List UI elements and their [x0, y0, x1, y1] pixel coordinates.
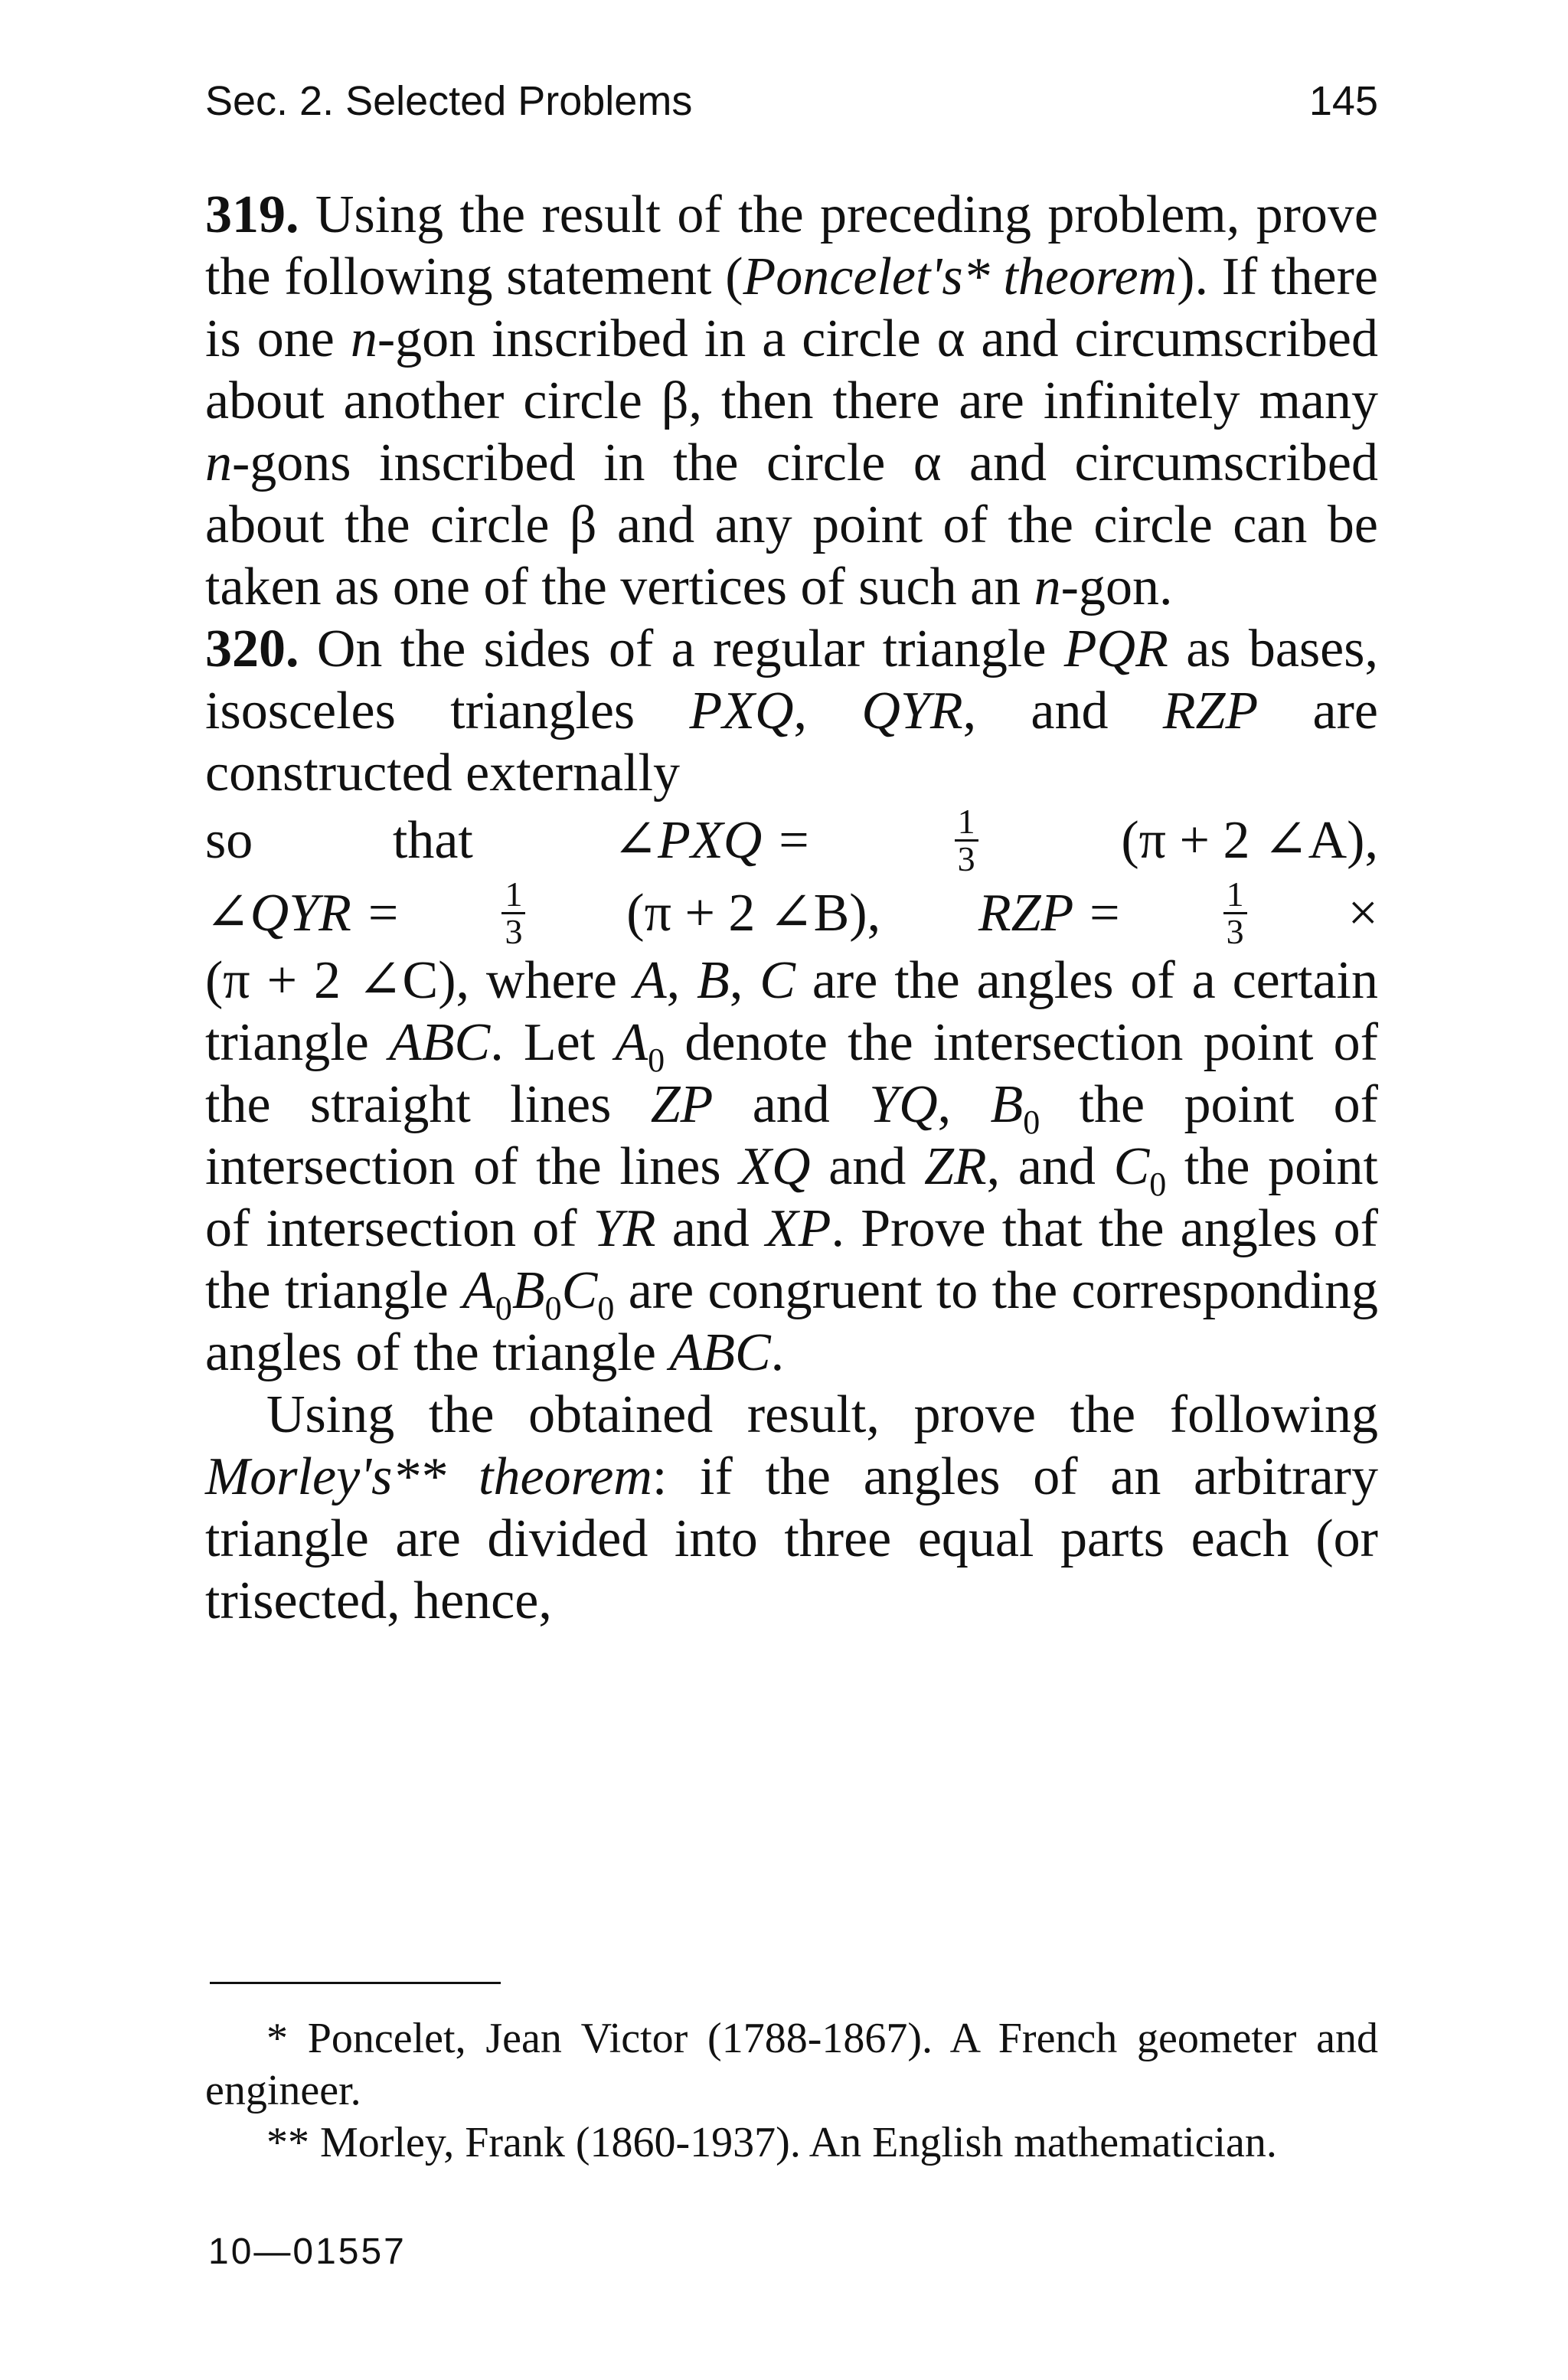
fraction-numerator: 1 — [1223, 877, 1247, 914]
math-var: n — [1034, 557, 1061, 616]
theorem-name: Morley's** theorem — [205, 1447, 652, 1506]
fraction-one-third — [501, 877, 525, 950]
footnote-divider — [210, 1982, 501, 1984]
formula-term: (π + 2 ∠A), — [1121, 811, 1378, 870]
subscript: 0 — [1023, 1103, 1040, 1141]
text-segment: , — [729, 951, 760, 1010]
subscript: 0 — [648, 1041, 665, 1079]
math-var: ZR — [923, 1137, 987, 1196]
text-segment: -gon. — [1060, 557, 1173, 616]
problem-320-intro — [205, 618, 1378, 804]
text-segment: , — [666, 951, 697, 1010]
subscript: 0 — [544, 1290, 562, 1327]
math-var: PXQ — [689, 682, 794, 740]
text-segment: as bases, isosceles triangles — [205, 620, 1378, 740]
fraction-numerator: 1 — [501, 877, 525, 914]
formula-line-1 — [205, 804, 1378, 877]
printer-signature: 10—01557 — [208, 2231, 407, 2272]
subscript: 0 — [495, 1290, 512, 1327]
math-var: B — [990, 1075, 1024, 1134]
math-var: C — [561, 1261, 598, 1320]
text-segment: . — [770, 1323, 785, 1382]
math-var: n — [205, 433, 232, 492]
text-segment: and — [713, 1075, 870, 1134]
times-sign: × — [1348, 884, 1378, 943]
math-var: n — [350, 309, 377, 368]
subscript: 0 — [1149, 1165, 1167, 1203]
formula-rzp: RZP = — [978, 884, 1122, 943]
text-segment: , — [793, 682, 862, 740]
formula-angle-qyr: ∠QYR = — [205, 884, 401, 943]
math-var: C — [760, 951, 795, 1010]
math-var: ABC — [389, 1013, 491, 1072]
formula-line-2 — [205, 877, 1378, 950]
fraction-numerator: 1 — [955, 804, 978, 842]
math-var: A — [462, 1261, 495, 1320]
text-segment: On the sides of a regular triangle — [299, 620, 1064, 678]
text-segment: are congruent to the corresponding angles of the triangle — [205, 1261, 1379, 1382]
math-var: XP — [765, 1199, 831, 1258]
math-var: YQ — [869, 1075, 938, 1134]
fraction-denominator: 3 — [505, 912, 523, 951]
problem-number: 320. — [205, 620, 299, 678]
formula-angle-pxq: ∠PXQ = — [612, 811, 812, 870]
text-segment: the point of intersection of — [205, 1137, 1379, 1258]
section-title: Sec. 2. Selected Problems — [205, 78, 693, 124]
text-segment: ). If there is one — [205, 247, 1379, 368]
fraction-denominator: 3 — [957, 839, 975, 878]
running-head — [205, 70, 1378, 132]
text-segment: and — [810, 1137, 924, 1196]
problem-319 — [205, 184, 1378, 618]
fraction-denominator: 3 — [1226, 912, 1244, 951]
text-segment: are the angles of a certain triangle — [205, 951, 1379, 1072]
footnotes — [205, 2012, 1378, 2169]
subscript: 0 — [597, 1290, 615, 1327]
formula-term: (π + 2 ∠C), where — [205, 951, 634, 1010]
problem-320-body — [205, 950, 1378, 1384]
text-segment: , and — [986, 1137, 1114, 1196]
theorem-name: Poncelet's* theorem — [743, 247, 1178, 306]
text-segment: denote the intersection point of the straight lines — [205, 1013, 1378, 1134]
text-segment: , — [937, 1075, 991, 1134]
math-var: B — [697, 951, 730, 1010]
math-var: RZP — [1162, 682, 1259, 740]
problem-number: 319. — [205, 185, 299, 244]
fraction-one-third — [1223, 877, 1247, 950]
math-var: B — [511, 1261, 545, 1320]
text-segment: -gon inscribed in a circle α and circumscribed about another circle β, then there are infinitely many — [205, 309, 1379, 430]
math-var: ABC — [669, 1323, 771, 1382]
formula-term: (π + 2 ∠B), — [626, 884, 881, 943]
math-var: A — [633, 951, 667, 1010]
footnote-poncelet: * Poncelet, Jean Victor (1788-1867). A French geometer and engineer. — [205, 2015, 1378, 2114]
math-var: YR — [593, 1199, 656, 1258]
math-var: ZP — [650, 1075, 714, 1134]
morley-paragraph — [205, 1384, 1378, 1632]
text-segment: : if the angles of an arbitrary triangle are divided into three equal parts each (or trisected, hence, — [205, 1447, 1378, 1630]
text-segment: are constructed externally — [205, 682, 1379, 803]
footnote-morley: ** Morley, Frank (1860-1937). An English mathematician. — [266, 2119, 1277, 2166]
main-text — [205, 184, 1378, 1632]
math-var: XQ — [739, 1137, 811, 1196]
math-var: PQR — [1063, 620, 1168, 678]
text-segment: the point of intersection of the lines — [205, 1075, 1378, 1196]
text-segment: that — [392, 811, 473, 870]
math-var: C — [1113, 1137, 1150, 1196]
text-segment: , and — [962, 682, 1163, 740]
text-segment: -gons inscribed in the circle α and circumscribed about the circle β and any point of the circle can be taken as one of the vertices of such an — [205, 433, 1378, 616]
text-segment: so — [205, 811, 253, 870]
text-segment: . Let — [490, 1013, 616, 1072]
text-segment: Using the result of the preceding problem, prove the following statement ( — [205, 185, 1378, 306]
text-segment: Using the obtained result, prove the following — [266, 1385, 1378, 1444]
page-number: 145 — [1308, 78, 1378, 124]
fraction-one-third — [955, 804, 978, 877]
math-var: A — [615, 1013, 648, 1072]
text-segment: . Prove that the angles of the triangle — [205, 1199, 1378, 1320]
math-var: QYR — [861, 682, 963, 740]
text-segment: and — [655, 1199, 766, 1258]
